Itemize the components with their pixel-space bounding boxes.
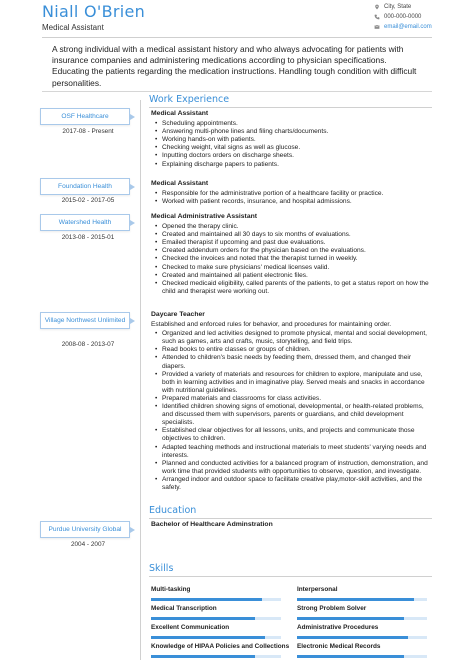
education-rule <box>149 518 432 519</box>
location-pin-icon <box>374 4 380 10</box>
skill-bar <box>151 617 281 620</box>
employer-box-village: Village Northwest Unlimited <box>40 312 130 329</box>
contact-email[interactable] <box>374 22 432 32</box>
email-link[interactable]: email@email.com <box>384 24 432 30</box>
skill-bar-fill <box>151 617 255 620</box>
contact-location <box>374 2 432 12</box>
skill-bar <box>151 636 281 639</box>
skill-name: Electronic Medical Records <box>297 643 381 650</box>
list-item: • Checking weight, vital signs as well as glucose. <box>157 144 433 152</box>
skill-item <box>297 643 427 650</box>
list-item: • Responsible for the administrative portion of a healthcare facility or practice. <box>157 190 433 198</box>
skill-item <box>151 624 281 631</box>
list-item: • Inputting doctors orders on discharge sheets. <box>157 152 433 160</box>
timeline-line <box>140 100 141 660</box>
skill-bar-fill <box>151 598 262 601</box>
list-item: • Checked to make sure physicians' medical licenses valid. <box>157 264 433 272</box>
work-experience-rule <box>149 107 432 108</box>
list-item: • Opened the therapy clinic. <box>157 223 433 231</box>
employer-box-foundation: Foundation Health <box>40 178 130 195</box>
degree-title: Bachelor of Healthcare Adminstration <box>151 521 273 528</box>
phone-text: 000-000-0000 <box>384 14 422 20</box>
list-item: • Planned and conducted activities for a balanced program of instruction, demonstration, and work time that provided students with opportunities to observe, question, and investigate. <box>157 460 433 476</box>
contact-phone <box>374 12 432 22</box>
job-entry-watershed <box>151 213 433 296</box>
candidate-title: Medical Assistant <box>42 23 104 32</box>
list-item: • Checked the invoices and noted that the therapist turned in weekly. <box>157 255 433 263</box>
candidate-name: Niall O'Brien <box>42 2 146 21</box>
skill-item <box>297 586 427 593</box>
job-dates-watershed: 2013-08 - 2015-01 <box>61 234 115 241</box>
skill-item <box>151 605 281 612</box>
skill-bar-fill <box>297 636 408 639</box>
job-bullets <box>151 330 433 492</box>
job-entry-village <box>151 311 433 492</box>
list-item: • Created and maintained all patient electronic files. <box>157 272 433 280</box>
list-item: • Prepared materials and classrooms for class activities. <box>157 395 433 403</box>
list-item: • Explaining discharge papers to patients. <box>157 161 433 169</box>
skill-name: Medical Transcription <box>151 605 217 612</box>
list-item: • Created and maintained all 30 days to six months of evaluations. <box>157 231 433 239</box>
skill-bar-fill <box>151 636 265 639</box>
skill-item <box>297 624 427 631</box>
job-dates-foundation: 2015-02 - 2017-05 <box>61 197 115 204</box>
work-experience-heading: Work Experience <box>149 94 230 105</box>
summary-divider <box>42 91 432 92</box>
envelope-icon <box>374 24 380 30</box>
list-item: • Attended to children's basic needs by feeding them, dressed them, and changed their diapers. <box>157 354 433 370</box>
skill-name: Knowledge of HIPAA Policies and Collections <box>151 643 290 650</box>
skill-bar <box>297 598 427 601</box>
skill-name: Multi-tasking <box>151 586 191 593</box>
skill-bar <box>151 655 281 658</box>
skill-bar-fill <box>297 655 404 658</box>
list-item: • Scheduling appointments. <box>157 120 433 128</box>
education-dates: 2004 - 2007 <box>70 541 106 548</box>
skill-bar <box>297 655 427 658</box>
skill-bar-fill <box>151 655 255 658</box>
professional-summary: A strong individual with a medical assistant history and who always advocating for patients with insurance companies and administering medications according to physician specifications. Educating the patients regarding the medication instructions. Handling tough condition with difficult personalities. <box>52 44 417 88</box>
list-item: • Working hands-on with patients. <box>157 136 433 144</box>
list-item: • Created addendum orders for the physician based on the evaluations. <box>157 247 433 255</box>
list-item: • Checked medicaid eligibility, called parents of the patients, to get a status report on how the child and therapist were working out. <box>157 280 433 296</box>
job-dates-osf: 2017-08 - Present <box>62 128 114 135</box>
skill-name: Interpersonal <box>297 586 338 593</box>
skill-name: Excellent Communication <box>151 624 230 631</box>
list-item: • Adapted teaching methods and instructional materials to meet students' varying needs and interests. <box>157 444 433 460</box>
list-item: • Organized and led activities designed to promote physical, mental and social development, such as games, arts and crafts, music, storytelling, and field trips. <box>157 330 433 346</box>
school-box: Purdue University Global <box>40 521 130 538</box>
job-title: Medical Administrative Assistant <box>151 213 258 220</box>
employer-box-osf: OSF Healthcare <box>40 108 130 125</box>
job-entry-osf <box>151 110 433 169</box>
job-intro: Established and enforced rules for behavior, and procedures for maintaining order. <box>151 321 392 329</box>
list-item: • Identified children showing signs of emotional, developmental, or health-related problems, and discussed them with supervisors, parents or guardians, and child development specialists. <box>157 403 433 427</box>
skill-item <box>151 643 297 650</box>
resume-header <box>0 0 474 38</box>
skills-rule <box>149 576 432 577</box>
job-dates-village: 2008-08 - 2013-07 <box>61 341 115 348</box>
header-divider <box>42 37 432 38</box>
skill-bar-fill <box>297 598 414 601</box>
job-bullets <box>151 223 433 296</box>
skill-bar <box>297 636 427 639</box>
list-item: • Emailed therapist if upcoming and past due evaluations. <box>157 239 433 247</box>
location-text: City, State <box>384 4 412 10</box>
skill-bar-fill <box>297 617 404 620</box>
contact-block <box>374 2 432 32</box>
education-heading: Education <box>149 505 197 516</box>
job-bullets <box>151 120 433 169</box>
list-item: • Worked with patient records, insurance, and hospital admissions. <box>157 198 433 206</box>
job-title: Medical Assistant <box>151 110 209 117</box>
list-item: • Answering multi-phone lines and filing charts/documents. <box>157 128 433 136</box>
job-title: Medical Assistant <box>151 180 209 187</box>
skill-name: Administrative Procedures <box>297 624 379 631</box>
list-item: • Provided a variety of materials and resources for children to explore, manipulate and use, both in learning activities and in imaginative play. Served meals and snacks in accordance with nutritional guidelines. <box>157 371 433 395</box>
list-item: • Established clear objectives for all lessons, units, and projects and communicate those objectives to children. <box>157 427 433 443</box>
skill-item <box>297 605 427 612</box>
phone-icon <box>374 14 380 20</box>
job-title: Daycare Teacher <box>151 311 205 318</box>
employer-box-watershed: Watershed Health <box>40 214 130 231</box>
skill-bar <box>151 598 281 601</box>
job-bullets <box>151 190 433 206</box>
list-item: • Read books to entire classes or groups of children. <box>157 346 433 354</box>
skills-heading: Skills <box>149 563 174 574</box>
skill-bar <box>297 617 427 620</box>
skill-item <box>151 586 281 593</box>
job-entry-foundation <box>151 180 433 206</box>
skill-name: Strong Problem Solver <box>297 605 367 612</box>
list-item: • Arranged indoor and outdoor space to facilitate creative play,motor-skill activities, and the safety. <box>157 476 433 492</box>
